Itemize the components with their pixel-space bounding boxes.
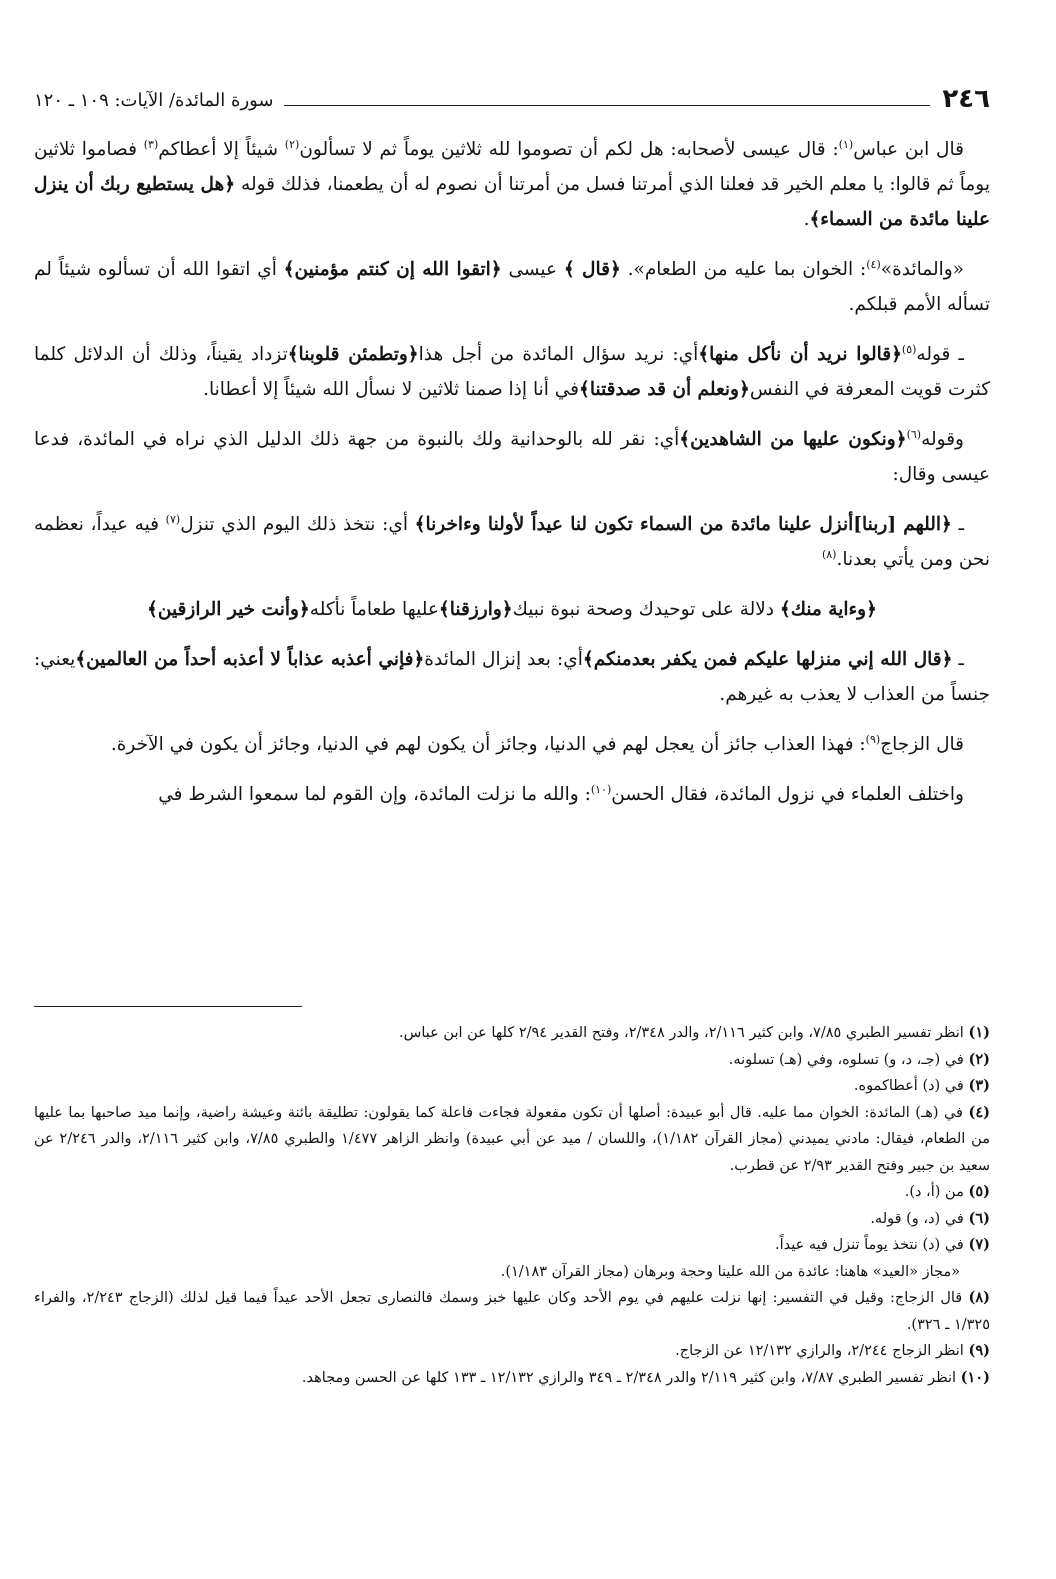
- running-title: سورة المائدة/ الآيات: ١٠٩ ـ ١٢٠: [34, 90, 274, 111]
- text-run: «والمائدة»: [880, 259, 964, 280]
- footnote: [34, 1020, 990, 1047]
- text-run: أي اتقوا الله أن تسألوه شيئاً لم تسأله الأمم قبلكم.: [34, 259, 990, 315]
- text-run: عيسى: [501, 259, 564, 280]
- text-run: شيئاً إلا أعطاكم: [158, 139, 285, 160]
- book-page: [34, 80, 990, 1560]
- footnote-marker: (٨): [821, 547, 837, 561]
- footnote-text: قال الزجاج: وقيل في التفسير: إنها نزلت عليهم في يوم الأحد وكان عليها خبز وسمك فالنصارى تجعل الأحد عيداً فيما قيل لذلك (الزجاج ٢/٢٤٣، والفراء ١/٣٢٥ ـ ٣٢٦).: [34, 1290, 990, 1333]
- quran-verse: ﴿ونعلم أن قد صدقتنا﴾: [579, 379, 750, 400]
- paragraph: [34, 642, 990, 712]
- footnote: [34, 1338, 990, 1365]
- text-run: : الخوان بما عليه من الطعام».: [620, 259, 867, 280]
- quran-verse: ﴿هل يستطيع ربك أن ينزل علينا مائدة من السماء﴾: [34, 174, 990, 230]
- page-header: [34, 80, 990, 114]
- footnote-text: انظر تفسير الطبري ٧/٨٥، وابن كثير ٢/١١٦، والدر ٢/٣٤٨، وفتح القدير ٢/٩٤ كلها عن ابن عباس.: [399, 1025, 964, 1041]
- quran-verse: ﴿اتقوا الله إن كنتم مؤمنين﴾: [283, 259, 502, 280]
- text-run: عليها طعاماً نأكله: [309, 599, 439, 620]
- paragraph: [34, 727, 990, 762]
- quran-verse: ﴿قالوا نريد أن نأكل منها﴾: [698, 344, 902, 365]
- text-run: قال ابن عباس: [853, 139, 964, 160]
- quran-verse: ﴿اللهم [ربنا]أنزل علينا مائدة من السماء تكون لنا عيداً لأولنا وءاخرنا﴾: [414, 514, 952, 535]
- text-run: أي: نريد سؤال المائدة من أجل هذا: [418, 344, 699, 365]
- footnote-marker: (٩): [865, 732, 881, 746]
- text-run: ـ: [951, 514, 964, 535]
- paragraph: [34, 252, 990, 322]
- quran-verse: ﴿وارزقنا﴾: [438, 599, 513, 620]
- footnote: [34, 1047, 990, 1074]
- text-run: أي: نقر لله بالوحدانية ولك بالنبوة من جهة ذلك الدليل الذي نراه في المائدة، فدعا عيسى وقال:: [34, 429, 990, 485]
- text-run: دلالة على توحيدك وصحة نبوة نبيك: [512, 599, 780, 620]
- footnote-text: في (هـ) المائدة: الخوان مما عليه. قال أبو عبيدة: أصلها أن تكون مفعولة فجاءت فاعلة كما يقولون: تطليقة بائنة وعيشة راضية، وإنما ميد صاحبها بما عليها من الطعام، فيقال: مادني يميدني (مجاز القرآن ١/١٨٢)، واللسان / ميد عن أبي عبيدة) وانظر الزاهر ١/٤٧٧ والطبري ٧/٨٥، وابن كثير ٢/١١٦، والدر ٢/٢٤٦ عن سعيد بن جبير وفتح القدير ٢/٩٣ عن قطرب.: [34, 1104, 990, 1174]
- footnote-text: من (أ، د).: [904, 1184, 964, 1200]
- text-run: ـ: [952, 649, 964, 670]
- footnote-separator: [34, 1006, 302, 1007]
- footnote-number: (٩): [968, 1342, 990, 1359]
- footnote: [34, 1259, 990, 1286]
- footnote-marker: (٧): [165, 512, 181, 526]
- quran-verse: ﴿ونكون عليها من الشاهدين﴾: [679, 429, 907, 450]
- footnote-marker: (٢): [284, 137, 300, 151]
- footnote-marker: (١٠): [590, 782, 612, 796]
- text-run: .: [803, 209, 810, 230]
- footnote: [34, 1179, 990, 1206]
- text-run: فيه عيداً، نعظمه نحن ومن يأتي بعدنا.: [34, 514, 990, 570]
- text-run: قال الزجاج: [880, 734, 964, 755]
- paragraph: [34, 422, 990, 492]
- footnote: [34, 1365, 990, 1392]
- footnote-marker: (٦): [906, 427, 922, 441]
- footnote: [34, 1073, 990, 1100]
- footnote-text: في (د) أعطاكموه.: [853, 1078, 964, 1094]
- main-text: [34, 132, 990, 812]
- footnote-text: انظر الزجاج ٢/٢٤٤، والرازي ١٢/١٣٢ عن الزجاج.: [675, 1343, 964, 1359]
- paragraph: [34, 507, 990, 577]
- quran-verse: ﴿فإني أعذبه عذاباً لا أعذبه أحداً من العالمين﴾: [75, 649, 425, 670]
- footnote-text: في (جـ، د، و) تسلوه، وفي (هـ) تسلونه.: [728, 1051, 964, 1068]
- footnote-number: (٦): [968, 1209, 990, 1227]
- quran-verse: ﴿قال ﴾: [563, 259, 621, 280]
- quran-verse: ﴿وتطمئن قلوبنا﴾: [287, 344, 419, 365]
- text-run: واختلف العلماء في نزول المائدة، فقال الحسن: [611, 784, 964, 805]
- quran-verse: ﴿وءاية منك﴾: [779, 599, 877, 620]
- text-run: فصاموا ثلاثين يوماً ثم قالوا: يا معلم الخير قد فعلنا الذي أمرتنا فسل من أمرتنا أن نصوم له أن يطعمنا، فذلك قوله: [34, 139, 990, 195]
- footnote-marker: (١): [838, 137, 854, 151]
- text-run: في أنا إذا صمنا ثلاثين لا نسأل الله شيئاً إلا أعطانا.: [203, 379, 580, 400]
- footnote-number: (٧): [968, 1236, 990, 1253]
- footnote: [34, 1206, 990, 1233]
- text-run: وقوله: [921, 429, 964, 450]
- footnote-text: في (د) نتخذ يوماً تنزل فيه عيداً.: [775, 1237, 964, 1253]
- footnote-number: (١): [968, 1024, 990, 1041]
- text-run: تزداد يقيناً، وذلك أن الدلائل كلما كثرت قويت المعرفة في النفس: [34, 344, 990, 400]
- footnote-marker: (٤): [866, 257, 881, 271]
- quran-verse: ﴿وأنت خير الرازقين﴾: [147, 599, 310, 620]
- footnote-marker: (٣): [143, 137, 159, 151]
- footnote-text: انظر تفسير الطبري ٧/٨٧، وابن كثير ٢/١١٩ والدر ٢/٣٤٨ ـ ٣٤٩ والرازي ١٢/١٣٢ ـ ١٣٣ كلها عن الحسن ومجاهد.: [301, 1369, 957, 1386]
- footnote-text: في (د، و) قوله.: [870, 1210, 964, 1227]
- footnote-number: (١٠): [960, 1368, 990, 1386]
- quran-verse: ﴿قال الله إني منزلها عليكم فمن يكفر بعدمنكم﴾: [582, 649, 953, 670]
- footnote: [34, 1232, 990, 1259]
- footnote-marker: (٥): [901, 342, 917, 356]
- paragraph: [34, 777, 990, 812]
- text-run: : قال عيسى لأصحابه: هل لكم أن تصوموا لله ثلاثين يوماً ثم لا تسألون: [299, 139, 839, 160]
- footnote-number: (٢): [968, 1050, 990, 1068]
- paragraph: [34, 592, 990, 627]
- text-run: : فهذا العذاب جائز أن يعجل لهم في الدنيا، وجائز أن يكون لهم في الدنيا، وجائز أن يكون في الآخرة.: [110, 734, 866, 755]
- text-run: يعني: جنساً من العذاب لا يعذب به غيرهم.: [34, 649, 990, 705]
- paragraph: [34, 337, 990, 407]
- footnote-number: (٨): [968, 1289, 991, 1306]
- footnote: [34, 1100, 990, 1180]
- footnotes: [34, 1020, 990, 1391]
- text-run: أي: نتخذ ذلك اليوم الذي تنزل: [180, 514, 415, 535]
- footnote-text: «مجاز «العيد» هاهنا: عائدة من الله علينا وحجة وبرهان (مجاز القرآن ١/١٨٣).: [500, 1263, 960, 1280]
- footnote-number: (٣): [968, 1077, 990, 1094]
- footnote: [34, 1285, 990, 1338]
- paragraph: [34, 132, 990, 237]
- text-run: : والله ما نزلت المائدة، وإن القوم لما سمعوا الشرط في: [158, 784, 591, 805]
- footnote-number: (٥): [968, 1183, 990, 1200]
- header-rule: [284, 105, 931, 106]
- page-number: ٢٤٦: [942, 84, 990, 114]
- text-run: ـ قوله: [916, 344, 964, 365]
- footnote-number: (٤): [968, 1103, 991, 1121]
- text-run: أي: بعد إنزال المائدة: [424, 649, 583, 670]
